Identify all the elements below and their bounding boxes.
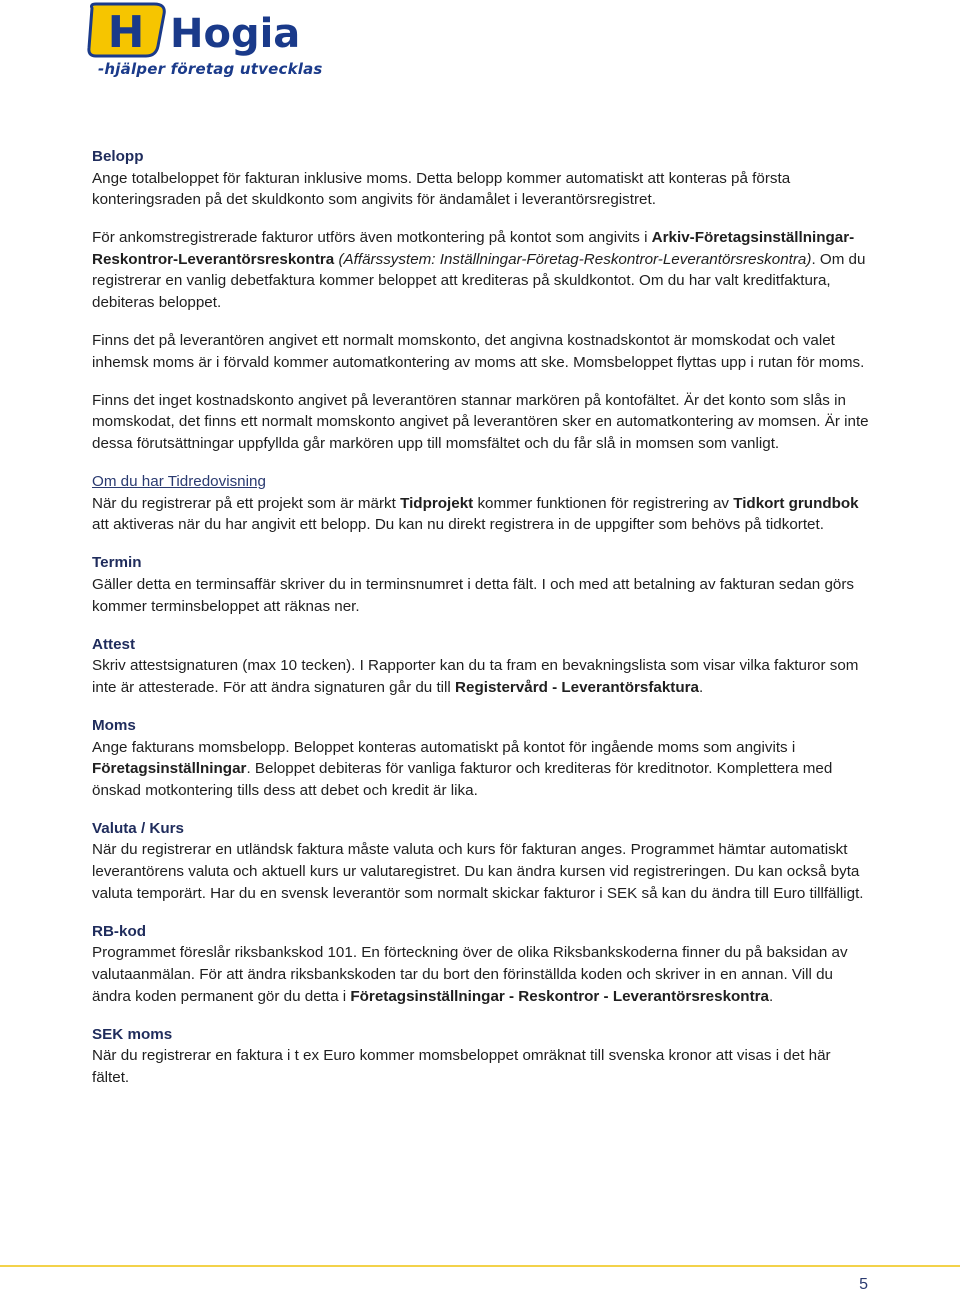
attest-paragraph: [92, 655, 870, 698]
section-sekmoms: [92, 1024, 870, 1089]
belopp-paragraph-1: Ange totalbeloppet för fakturan inklusive moms. Detta belopp kommer automatiskt att konteras på första konteringsraden på det skuldkonto som angivits för ändamålet i leverantörsregistret.: [92, 169, 791, 209]
section-moms: [92, 715, 870, 801]
logo-letter: H: [107, 7, 145, 58]
section-belopp: [92, 146, 870, 211]
rbkod-bold: Företagsinställningar - Reskontror - Leverantörsreskontra: [350, 987, 769, 1005]
attest-bold: Registervård - Leverantörsfaktura: [455, 678, 699, 696]
attest-text-1: Skriv attestsignaturen (max 10 tecken). I Rapporter kan du ta fram en bevakningslista som visar vilka fakturor som inte är attesterade. För att ändra signaturen går du till: [92, 657, 859, 696]
heading-tidredovisning: Om du har Tidredovisning: [92, 473, 266, 491]
heading-moms: Moms: [92, 716, 136, 734]
rbkod-text-2: .: [768, 987, 774, 1005]
rbkod-paragraph: [92, 942, 870, 1007]
logo-brand: Hogia: [170, 11, 301, 57]
belopp-p2-bold: Arkiv-Företagsinställningar-Reskontror-Leverantörsreskontra: [92, 229, 855, 268]
belopp-paragraph-3: Finns det på leverantören angivet ett normalt momskonto, det angivna kostnadskontot är momskodat och valet inhemsk moms är i förvald kommer automatkontering av moms att ske. Momsbeloppet flyttas upp i rutan för moms.: [92, 332, 865, 371]
tid-text-3: att aktiveras när du har angivit ett belopp. Du kan nu direkt registrera in de uppgifter som behövs på tidkortet.: [92, 516, 824, 534]
tid-text-2: kommer funktionen för registrering av: [473, 494, 734, 512]
termin-text: Gäller detta en terminsaffär skriver du in terminsnumret i detta fält. I och med att betalning av fakturan sedan görs kommer terminsbeloppet att räknas ner.: [92, 576, 855, 615]
attest-text-2: .: [698, 678, 704, 696]
sekmoms-text: När du registrerar en faktura i t ex Euro kommer momsbeloppet omräknat till svenska kronor att visas i det här fältet.: [92, 1047, 831, 1086]
heading-rbkod: RB-kod: [92, 922, 146, 940]
tid-text-1: När du registrerar på ett projekt som är märkt: [92, 494, 401, 512]
document-body: [92, 146, 870, 1105]
logo-tagline: -hjälper företag utvecklas: [98, 60, 323, 78]
tid-bold-tidprojekt: Tidprojekt: [400, 494, 474, 512]
section-valuta: [92, 818, 870, 904]
section-termin: [92, 552, 870, 617]
heading-attest: Attest: [92, 635, 136, 653]
section-attest: [92, 634, 870, 699]
footer-divider: [0, 1265, 960, 1267]
moms-text-2: . Beloppet debiteras för vanliga fakturor och krediteras för kreditnotor. Komplettera med önskad motkontering tills dess att debet och kredit är lika.: [92, 760, 833, 799]
belopp-p2-italic: (Affärssystem: Inställningar-Företag-Reskontror-Leverantörsreskontra): [334, 250, 812, 268]
section-rbkod: [92, 921, 870, 1007]
section-tidredovisning: [92, 471, 870, 536]
heading-valuta: Valuta / Kurs: [92, 819, 184, 837]
rbkod-text-1: Programmet föreslår riksbankskod 101. En förteckning över de olika Riksbankskoderna finner du på baksidan av valutaanmälan. För att ändra riksbankskoden tar du bort den förinställda koden och skriver in en annan. Vill du ändra koden permanent gör du detta i: [92, 944, 848, 1005]
tid-bold-tidkort: Tidkort grundbok: [733, 494, 859, 512]
moms-bold: Företagsinställningar: [92, 760, 247, 778]
tid-paragraph: [92, 493, 870, 536]
belopp-paragraph-2: [92, 227, 870, 313]
moms-paragraph: [92, 737, 870, 802]
heading-termin: Termin: [92, 554, 142, 572]
moms-text-1: Ange fakturans momsbelopp. Beloppet konteras automatiskt på kontot för ingående moms som angivits i: [92, 738, 796, 756]
heading-belopp: Belopp: [92, 148, 144, 165]
page-number: 5: [859, 1276, 868, 1293]
belopp-paragraph-4: Finns det inget kostnadskonto angivet på leverantören stannar markören på kontofältet. Är det konto som slås in momskodat, det finns ett normalt momskonto angivet på leverantören sker en automatkontering av momsen. Är inte dessa förutsättningar uppfyllda går markören upp till momsfältet och du får slå in momsen som vanligt.: [92, 391, 869, 453]
belopp-p2-text-a: För ankomstregistrerade fakturor utförs även motkontering på kontot som angivits i: [92, 229, 652, 247]
heading-sekmoms: SEK moms: [92, 1025, 173, 1043]
belopp-p2-text-d: . Om du registrerar en vanlig debetfaktura kommer beloppet att krediteras på skuldkontot. Om du har valt kreditfaktura, debiteras beloppet.: [92, 250, 866, 312]
valuta-text: När du registrerar en utländsk faktura måste valuta och kurs för fakturan anges. Programmet hämtar automatiskt leverantörens valuta och aktuell kurs ur valutaregistret. Du kan ändra kursen vid registreringen. Du kan också byta valuta temporärt. Har du en svensk leverantör som normalt skickar fakturor i SEK så kan du ändra till Euro tillfälligt.: [92, 841, 864, 902]
